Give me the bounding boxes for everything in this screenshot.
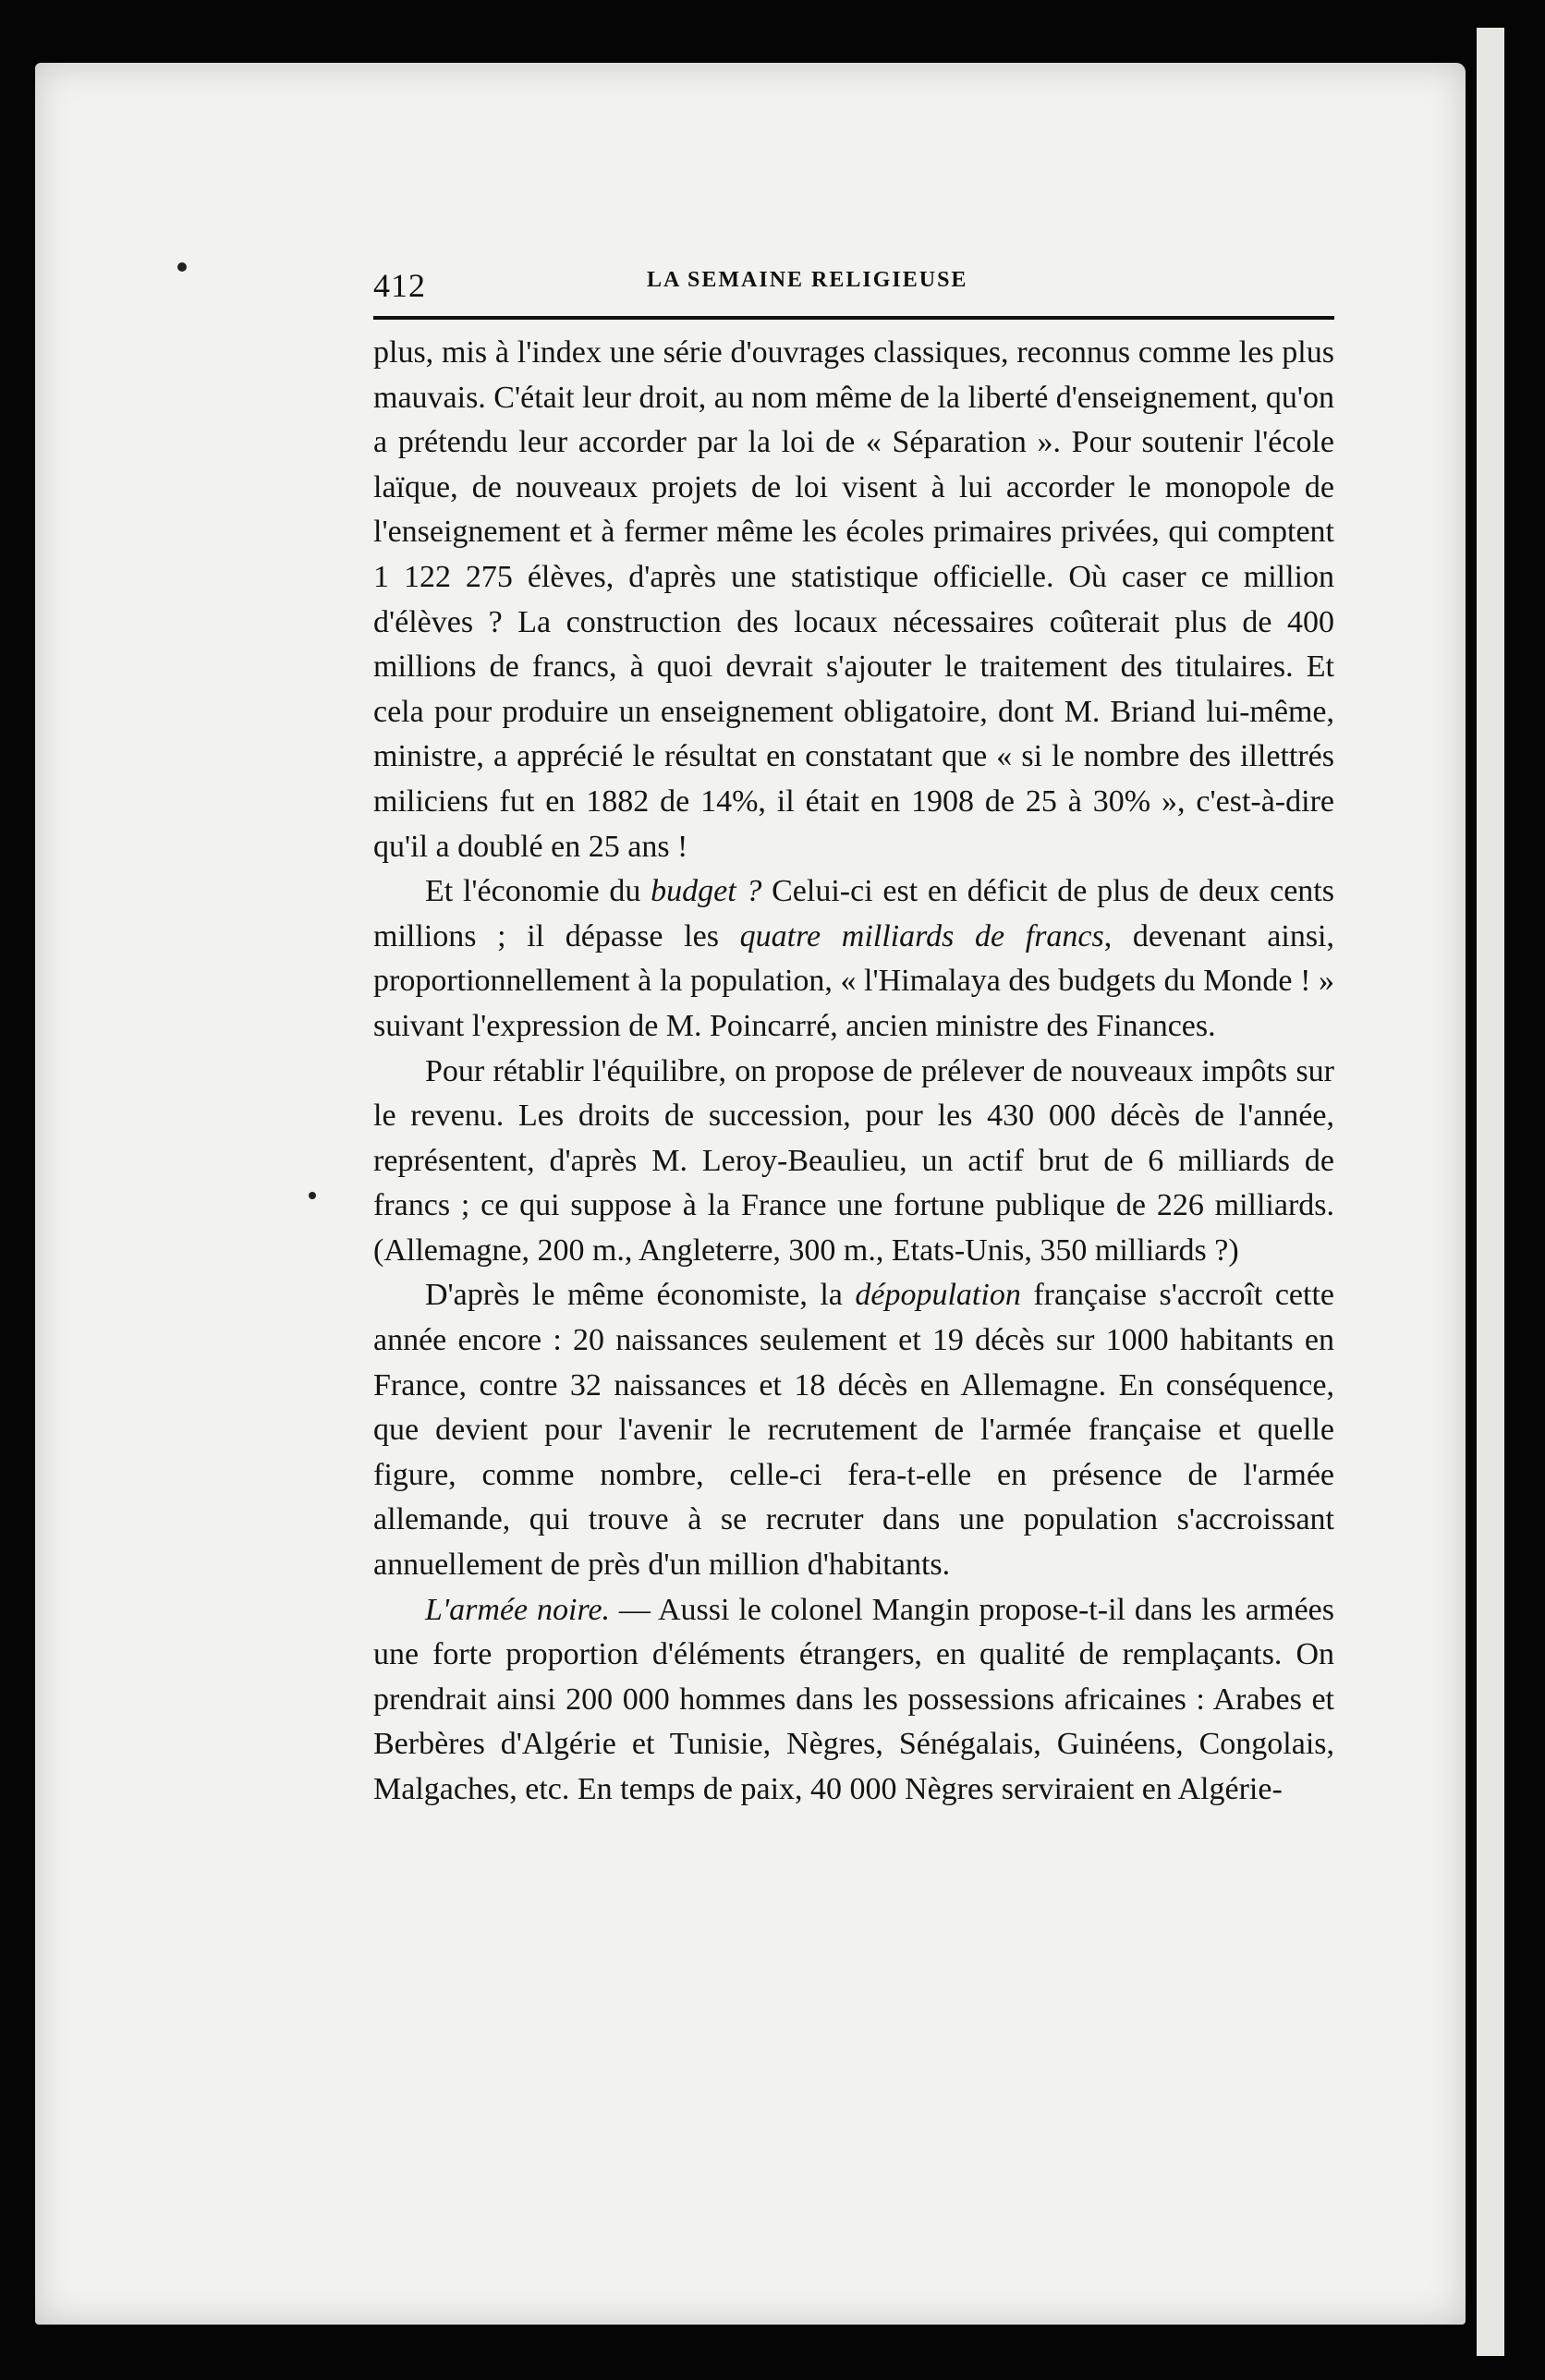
header-rule [373, 316, 1334, 320]
paragraph [373, 1273, 1334, 1587]
text-run: — Aussi le colonel Mangin propose-t-il dans les armées une forte proportion d'éléments étrangers, en qualité de remplaçants. On prendrait ainsi 200 000 hommes dans les possessions africaines : Arabes et Berbères d'Algérie et Tunisie, Nègres, Sénégalais, Guinéens, Congolais, Malgaches, etc. En temps de paix, 40 000 Nègres serviraient en Algérie- [373, 1592, 1334, 1806]
paragraph [373, 1588, 1334, 1813]
italic-text-run: budget ? [651, 874, 762, 909]
page-header [373, 257, 1334, 312]
page-number: 412 [373, 267, 426, 304]
italic-text-run: quatre milliards de francs [739, 918, 1104, 953]
running-title: LA SEMAINE RELIGIEUSE [647, 268, 968, 292]
paragraph [373, 1050, 1334, 1274]
text-run: , devenant ainsi, proportionnellement à la population, « l'Himalaya des budgets du Monde ! » suivant l'expression de M. Poincarré, ancien ministre des Finances. [373, 918, 1335, 1043]
paragraph [373, 869, 1334, 1049]
text-run: D'après le même économiste, la [425, 1278, 856, 1313]
text-run: Celui-ci est en déficit de plus de deux cents millions ; il dépasse les [373, 874, 1334, 953]
margin-speck [177, 262, 187, 272]
paragraph [373, 331, 1334, 869]
italic-text-run: dépopulation [855, 1278, 1021, 1313]
body-text [373, 331, 1334, 1813]
text-run: Pour rétablir l'équilibre, on propose de prélever de nouveaux impôts sur le revenu. Les droits de succession, pour les 430 000 décès de l'année, représentent, d'après M. Leroy-Beaulieu, un actif brut de 6 milliards de francs ; ce qui suppose à la France une fortune publique de 226 milliards. (Allemagne, 200 m., Angleterre, 300 m., Etats-Unis, 350 milliards ?) [373, 1053, 1334, 1268]
italic-text-run: L'armée noire. [425, 1592, 611, 1627]
text-run: plus, mis à l'index une série d'ouvrages classiques, reconnus comme les plus mauvais. C'était leur droit, au nom même de la liberté d'enseignement, qu'on a prétendu leur accorder par la loi de « Séparation ». Pour soutenir l'école laïque, de nouveaux projets de loi visent à lui accorder le monopole de l'enseignement et à fermer même les écoles primaires privées, qui comptent 1 122 275 élèves, d'après une statistique officielle. Où caser ce million d'élèves ? La construction des locaux nécessaires coûterait plus de 400 millions de francs, à quoi devrait s'ajouter le traitement des titulaires. Et cela pour produire un enseignement obligatoire, dont M. Briand lui-même, ministre, a apprécié le résultat en constatant que « si le nombre des illettrés miliciens fut en 1882 de 14%, il était en 1908 de 25 à 30% », c'est-à-dire qu'il a doublé en 25 ans ! [373, 335, 1334, 864]
adjacent-page-edge [1477, 28, 1504, 2356]
margin-speck [309, 1192, 316, 1199]
text-run: Et l'économie du [425, 874, 651, 909]
text-run: française s'accroît cette année encore : 20 naissances seulement et 19 décès sur 1000 habitants en France, contre 32 naissances et 18 décès en Allemagne. En conséquence, que devient pour l'avenir le recrutement de l'armée française et quelle figure, comme nombre, celle-ci fera-t-elle en présence de l'armée allemande, qui trouve à se recruter dans une population s'accroissant annuellement de près d'un million d'habitants. [373, 1278, 1335, 1583]
